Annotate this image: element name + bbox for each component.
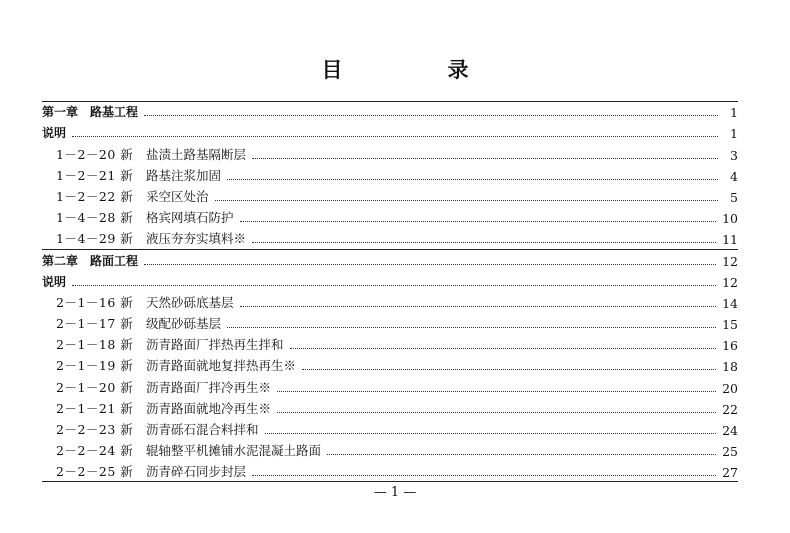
toc-entry-label: 沥青碎石同步封层 <box>146 464 247 480</box>
dot-leader <box>240 306 717 307</box>
toc-entry-row[interactable] <box>42 374 738 395</box>
toc-entry-code: 2－2－24 新 <box>56 443 134 459</box>
toc-page-number: 24 <box>722 423 738 438</box>
dot-leader <box>302 369 716 370</box>
toc-entry-label: 说明 <box>42 126 67 141</box>
toc-entry-code: 2－1－18 新 <box>56 337 134 353</box>
toc-entry-label: 沥青路面就地复拌热再生※ <box>146 358 297 374</box>
dot-leader <box>277 391 716 392</box>
toc-page-number: 1 <box>730 126 738 142</box>
toc-entry-label: 天然砂砾底基层 <box>146 294 234 310</box>
toc-entry-label: 路基注浆加固 <box>146 167 222 183</box>
toc-page-number: 1 <box>730 105 738 121</box>
toc-page-number: 27 <box>722 465 738 481</box>
toc-entry-code: 2－1－16 新 <box>56 294 134 310</box>
toc-entry-code: 2－1－20 新 <box>56 379 134 395</box>
toc-entry-label: 沥青路面厂拌热再生拌和 <box>146 337 284 353</box>
dot-leader <box>215 200 718 201</box>
toc-entry-row[interactable] <box>42 438 738 459</box>
toc-entry-label: 沥青路面厂拌冷再生※ <box>146 379 272 395</box>
toc-entry-label: 级配砂砾基层 <box>146 316 222 332</box>
toc-entry-label: 说明 <box>42 274 67 289</box>
toc-page-number: 3 <box>730 147 738 163</box>
toc-section-row[interactable] <box>42 99 738 120</box>
page-title: 目 录 <box>321 58 511 82</box>
toc-entry-label: 第一章 路基工程 <box>42 105 139 120</box>
dot-leader <box>252 242 716 243</box>
dot-leader <box>240 221 717 222</box>
toc-entry-row[interactable] <box>42 396 738 417</box>
toc-entry-row[interactable] <box>42 226 738 247</box>
toc-entry-label: 液压夯夯实填料※ <box>146 231 247 247</box>
bottom-divider <box>42 481 738 482</box>
dot-leader <box>72 136 718 137</box>
toc-entry-row[interactable] <box>42 290 738 311</box>
toc-entry-code: 1－4－28 新 <box>56 210 134 226</box>
toc-entry-label: 格宾网填石防护 <box>146 210 234 226</box>
toc-entry-row[interactable] <box>42 332 738 353</box>
toc-entry-row[interactable] <box>42 205 738 226</box>
toc-entry-code: 1－2－22 新 <box>56 188 134 204</box>
dot-leader <box>277 412 716 413</box>
toc-page-number: 12 <box>722 274 738 290</box>
toc-page-number: 22 <box>722 401 738 417</box>
toc-entry-code: 2－1－21 新 <box>56 400 134 416</box>
toc-entry-row[interactable] <box>42 459 738 480</box>
toc-entry-row[interactable] <box>42 417 738 438</box>
toc-section-row[interactable] <box>42 269 738 290</box>
toc-entry-code: 1－2－20 新 <box>56 146 134 162</box>
dot-leader <box>327 454 716 455</box>
toc-entry-label: 盐渍土路基隔断层 <box>146 146 247 162</box>
toc-entry-label: 辊轴整平机摊铺水泥混凝土路面 <box>146 443 322 459</box>
toc-page-number: 12 <box>722 253 738 269</box>
toc-entry-label: 第二章 路面工程 <box>42 253 139 268</box>
toc-page-number: 16 <box>722 338 738 354</box>
dot-leader <box>290 348 717 349</box>
toc-entry-row[interactable] <box>42 141 738 162</box>
toc-page-number: 4 <box>730 168 738 184</box>
toc-page-number: 25 <box>722 444 738 460</box>
toc-entry-row[interactable] <box>42 184 738 205</box>
toc-page-number: 14 <box>722 295 738 311</box>
dot-leader <box>144 115 718 116</box>
toc-page-number: 15 <box>722 317 738 333</box>
toc-entry-code: 1－2－21 新 <box>56 167 134 183</box>
dot-leader <box>227 179 718 180</box>
toc-entry-row[interactable] <box>42 311 738 332</box>
dot-leader <box>72 285 716 286</box>
toc-entry-row[interactable] <box>42 163 738 184</box>
toc-entry-code: 1－4－29 新 <box>56 231 134 247</box>
toc-page-number: 10 <box>722 211 738 227</box>
toc-entry-label: 沥青路面就地冷再生※ <box>146 400 272 416</box>
toc-entry-label: 采空区处治 <box>146 188 209 204</box>
toc-entry-label: 沥青砾石混合料拌和 <box>146 422 259 437</box>
toc-entry-row[interactable] <box>42 353 738 374</box>
table-of-contents <box>42 99 738 480</box>
toc-entry-code: 2－1－19 新 <box>56 358 134 374</box>
dot-leader <box>227 327 716 328</box>
dot-leader <box>265 433 717 434</box>
toc-entry-code: 2－2－23 新 <box>56 422 134 437</box>
toc-page-number: 5 <box>730 189 738 205</box>
toc-section-row[interactable] <box>42 247 738 268</box>
toc-entry-code: 2－1－17 新 <box>56 316 134 332</box>
dot-leader <box>144 264 716 265</box>
toc-page-number: 11 <box>722 232 738 248</box>
dot-leader <box>252 158 718 159</box>
toc-section-row[interactable] <box>42 120 738 141</box>
page-number-footer: — 1 — <box>373 485 417 500</box>
toc-page-number: 18 <box>722 359 738 375</box>
toc-entry-code: 2－2－25 新 <box>56 464 134 480</box>
toc-page-number: 20 <box>722 380 738 396</box>
dot-leader <box>252 475 716 476</box>
